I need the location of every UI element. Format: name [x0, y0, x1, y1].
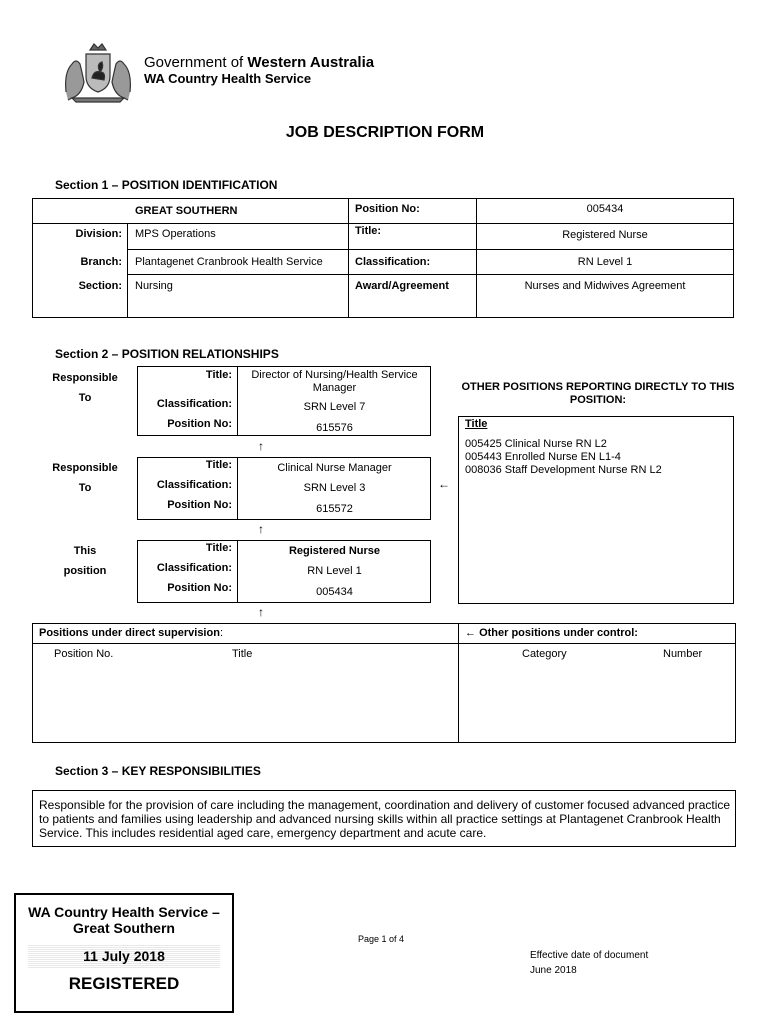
responsible-label-1: Responsible	[52, 372, 118, 384]
stamp-status: REGISTERED	[68, 974, 180, 993]
other-control-heading	[465, 627, 638, 640]
supervision-label: Positions under direct supervision	[39, 627, 220, 639]
left-arrow-icon: ←	[465, 627, 476, 639]
other-position-item: 005425 Clinical Nurse RN L2	[465, 438, 607, 450]
box2-position-no-value: 615572	[316, 503, 353, 515]
box3-classification-label: Classification:	[156, 562, 232, 574]
other-position-item: 008036 Staff Development Nurse RN L2	[465, 464, 662, 476]
section-label: Section:	[78, 280, 122, 292]
box1-classification-label: Classification:	[156, 398, 232, 410]
box3-position-no-value: 005434	[316, 586, 353, 598]
col-category: Category	[522, 648, 567, 660]
col-title: Title	[232, 648, 253, 660]
box1-title-label: Title:	[205, 369, 232, 381]
other-positions-title-label: Title	[465, 418, 488, 430]
other-control-label: Other positions under control:	[479, 627, 638, 639]
up-arrow-icon: ↑	[258, 522, 264, 536]
org-line1	[144, 55, 374, 71]
box2-title-label: Title:	[205, 459, 232, 471]
box3-classification-value: RN Level 1	[307, 565, 362, 577]
branch-value: Plantagenet Cranbrook Health Service	[135, 256, 323, 268]
box3-position-no-label: Position No:	[167, 582, 232, 594]
stamp-line1: WA Country Health Service –	[28, 904, 220, 920]
key-responsibilities-text: Responsible for the provision of care including the management, coordination and delivery of customer focused advanced practice to patients and families using leadership and advanced nursing skills within all practice settings at Plantagenet Cranbrook Health Service. This includes residential aged care, emergency department and acute care.	[39, 798, 731, 840]
region-name: GREAT SOUTHERN	[135, 205, 238, 217]
up-arrow-icon: ↑	[258, 439, 264, 453]
section3-heading: Section 3 – KEY RESPONSIBILITIES	[55, 764, 261, 778]
section1-heading: Section 1 – POSITION IDENTIFICATION	[55, 178, 278, 192]
branch-label: Branch:	[80, 256, 122, 268]
effective-date-value: June 2018	[530, 965, 577, 976]
box1-position-no-label: Position No:	[167, 418, 232, 430]
classification-value: RN Level 1	[577, 256, 633, 268]
box3-title-value: Registered Nurse	[288, 545, 381, 557]
col-position-no: Position No.	[54, 648, 114, 660]
to-label-2: To	[78, 482, 92, 494]
position-no-value: 005434	[586, 203, 624, 215]
division-value: MPS Operations	[135, 228, 216, 240]
box2-title-value: Clinical Nurse Manager	[277, 462, 392, 474]
org-line2: WA Country Health Service	[144, 71, 312, 86]
crest-logo	[58, 42, 138, 104]
to-label-1: To	[78, 392, 92, 404]
supervision-colon: :	[219, 627, 223, 639]
up-arrow-icon: ↑	[258, 605, 264, 619]
effective-date-label: Effective date of document	[530, 950, 649, 961]
page-number: Page 1 of 4	[358, 934, 405, 944]
box1-title-value: Director of Nursing/Health Service Manager	[251, 369, 418, 394]
award-label: Award/Agreement	[355, 280, 449, 292]
box3-title-label: Title:	[205, 542, 232, 554]
this-label: This	[73, 545, 97, 557]
box2-classification-label: Classification:	[156, 479, 232, 491]
classification-label: Classification:	[355, 256, 431, 268]
position-no-label: Position No:	[355, 203, 420, 215]
section-value: Nursing	[135, 280, 173, 292]
col-number: Number	[663, 648, 703, 660]
position-label: position	[63, 565, 107, 577]
org-state: Western Australia	[247, 54, 375, 71]
other-position-item: 005443 Enrolled Nurse EN L1-4	[465, 451, 621, 463]
stamp-line2: Great Southern	[73, 920, 175, 936]
responsible-label-2: Responsible	[52, 462, 118, 474]
box1-position-no-value: 615576	[316, 422, 353, 434]
other-positions-heading: OTHER POSITIONS REPORTING DIRECTLY TO THIS POSITION:	[461, 381, 735, 406]
award-value: Nurses and Midwives Agreement	[524, 280, 686, 292]
title-value: Registered Nurse	[562, 229, 648, 241]
form-title: JOB DESCRIPTION FORM	[285, 124, 485, 141]
section2-heading: Section 2 – POSITION RELATIONSHIPS	[55, 347, 279, 361]
org-prefix: Government of	[144, 54, 248, 71]
supervision-heading	[39, 627, 223, 640]
division-label: Division:	[75, 228, 122, 240]
stamp-date: 11 July 2018	[83, 948, 165, 964]
supervision-table	[32, 623, 736, 743]
box2-position-no-label: Position No:	[167, 499, 232, 511]
left-arrow-icon: ←	[438, 477, 450, 491]
box1-classification-value: SRN Level 7	[303, 401, 366, 413]
box2-classification-value: SRN Level 3	[303, 482, 366, 494]
title-label: Title:	[355, 225, 382, 237]
